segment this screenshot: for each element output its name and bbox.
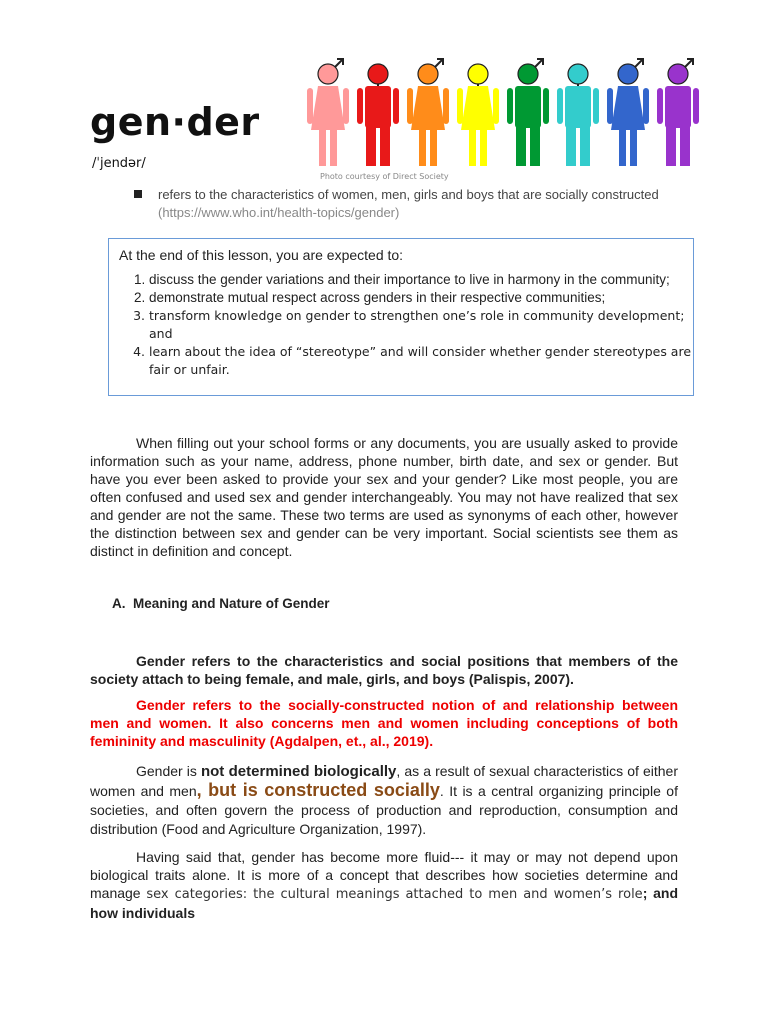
photo-credit: Photo courtesy of Direct Society <box>320 172 449 181</box>
figure-female-icon <box>307 59 349 166</box>
objectives-box <box>108 238 694 396</box>
p3-text-c: , as a result of sexual characteristics of either women and men <box>90 763 678 799</box>
pronunciation: /ˈjendər/ <box>92 156 146 171</box>
figure-female-icon <box>457 64 499 166</box>
definition-paragraph-1: Gender refers to the characteristics and social positions that members of the society attach to being female, and male, girls, and boys (Palispis, 2007). <box>90 653 678 687</box>
objective-item: 3. transform knowledge on gender to strengthen one’s role in community development; and <box>149 307 699 343</box>
definition-source: (https://www.who.int/health-topics/gender) <box>158 205 400 220</box>
figure-male-icon <box>507 59 549 166</box>
p3-text-a: Gender is <box>136 763 201 779</box>
paragraph-3 <box>90 762 678 839</box>
section-heading: A. Meaning and Nature of Gender <box>112 596 330 611</box>
objectives-intro: At the end of this lesson, you are expected to: <box>119 247 404 263</box>
definition-paragraph-2: Gender refers to the socially-constructed notion of and relationship between men and women. It also concerns men and women including conceptions of both femininity and masculinity (Agdalpen, et., al., 2019). <box>90 697 678 749</box>
p4-spaced-phrase: sex categories: the cultural meanings attached to men and women’s role <box>146 887 643 902</box>
p4-text-a: Having said that, gender has become more fluid--- it may or may not depend upon biological traits alone. It is more of a concept that describes how societies determine and manage <box>90 849 678 901</box>
page-title: gen·der <box>90 100 260 144</box>
figure-male-icon <box>657 59 699 166</box>
p3-emphasis-phrase: , but is constructed socially <box>196 780 440 800</box>
objective-item: 1. discuss the gender variations and their importance to live in harmony in the community; <box>149 271 699 289</box>
gender-figures-illustration <box>300 50 720 170</box>
p4-bold-text: ; and how individuals <box>90 885 678 921</box>
p3-bold-phrase: not determined biologically <box>200 763 397 780</box>
paragraph-4 <box>90 848 678 922</box>
definition-bullet <box>134 186 694 222</box>
objective-item: 2. demonstrate mutual respect across genders in their respective communities; <box>149 289 699 307</box>
p3-text-e: . It is a central organizing principle of societies, and often govern the process of production and reproduction, consumption and distribution (Food and Agriculture Organization, 1997). <box>90 783 678 837</box>
figure-male-icon <box>557 64 599 166</box>
figure-female-icon <box>607 59 649 166</box>
square-bullet-icon <box>134 190 142 198</box>
figure-female-icon <box>407 59 449 166</box>
definition-text: refers to the characteristics of women, men, girls and boys that are socially constructed <box>158 187 659 202</box>
figure-male-icon <box>357 64 399 166</box>
intro-paragraph: When filling out your school forms or any documents, you are usually asked to provide information such as your name, address, phone number, birth date, and sex or gender. But have you ever been asked to provide your sex and your gender? Like most people, you are often confused and used sex and gender interchangeably. You may not have realized that sex and gender are not the same. These two terms are used as synonyms of each other, however the distinction between sex and gender can be very important. Social scientists see them as distinct in definition and concept. <box>90 435 678 559</box>
objectives-list <box>123 271 699 379</box>
objective-item: 4. learn about the idea of “stereotype” and will consider whether gender stereotypes are fair or unfair. <box>149 343 699 379</box>
